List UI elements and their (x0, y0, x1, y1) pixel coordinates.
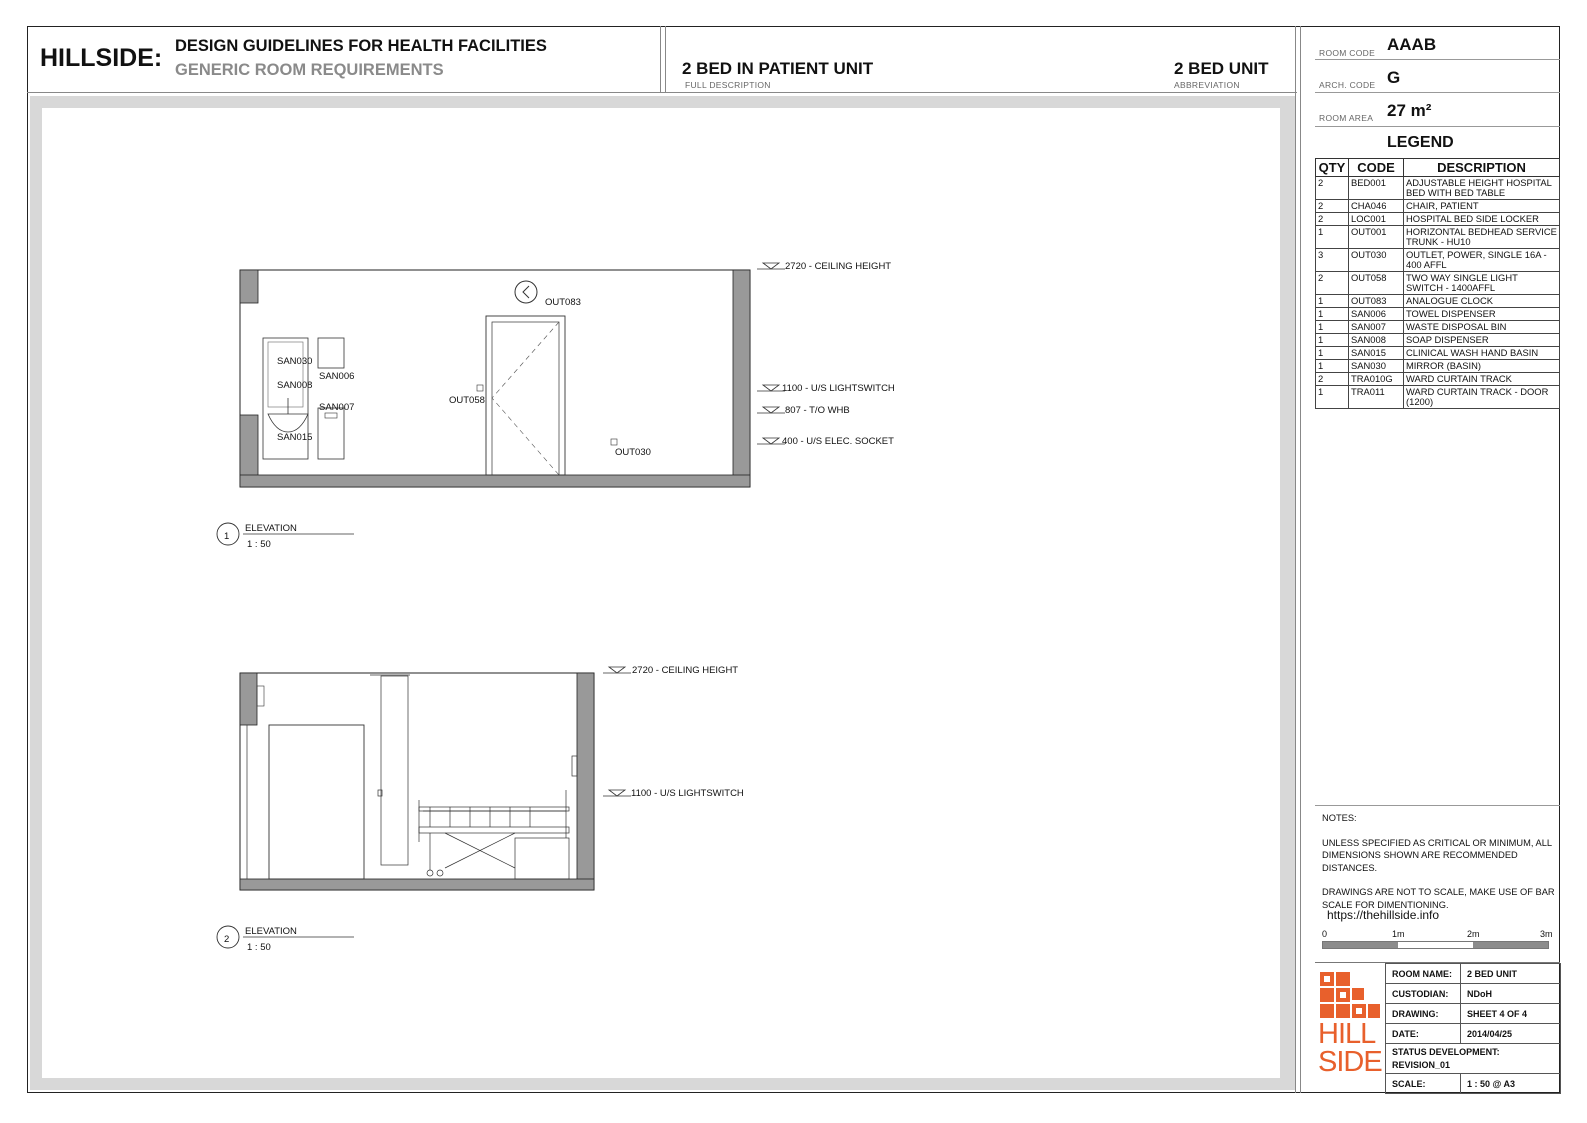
info-row-scale (1386, 1074, 1561, 1094)
scale-label: SCALE: (1386, 1074, 1461, 1094)
legend-cell-desc: CHAIR, PATIENT (1404, 200, 1560, 213)
legend-row (1316, 249, 1560, 272)
legend-cell-code: SAN008 (1349, 334, 1404, 347)
legend-row (1316, 213, 1560, 226)
arch-code: G (1387, 68, 1401, 87)
tag-san030: SAN030 (277, 356, 313, 367)
header-divider-2 (1295, 26, 1301, 1093)
brand-title: HILLSIDE: (40, 44, 163, 72)
logo-line2: SIDE (1318, 1046, 1382, 1078)
legend-cell-code: OUT058 (1349, 272, 1404, 295)
legend-cell-qty: 1 (1316, 386, 1349, 409)
elevation-2-label: ELEVATION (245, 926, 297, 937)
custodian-value: NDoH (1461, 984, 1561, 1004)
legend-cell-code: OUT030 (1349, 249, 1404, 272)
header-line2: GENERIC ROOM REQUIREMENTS (175, 61, 444, 79)
legend-title: LEGEND (1387, 134, 1454, 151)
legend-cell-code: OUT083 (1349, 295, 1404, 308)
room-area-label: ROOM AREA (1319, 113, 1374, 123)
legend-row (1316, 347, 1560, 360)
legend-cell-code: SAN006 (1349, 308, 1404, 321)
tag-out030: OUT030 (615, 447, 651, 458)
legend-cell-qty: 1 (1316, 347, 1349, 360)
abbreviation: 2 BED UNIT (1174, 59, 1269, 78)
legend-cell-code: CHA046 (1349, 200, 1404, 213)
elevation-1-drawing (240, 270, 750, 487)
e1-level-socket: 400 - U/S ELEC. SOCKET (782, 436, 894, 447)
tag-san007: SAN007 (319, 402, 355, 413)
info-row-date (1386, 1024, 1561, 1044)
legend-row (1316, 308, 1560, 321)
legend-cell-qty: 2 (1316, 272, 1349, 295)
legend-cell-qty: 1 (1316, 334, 1349, 347)
note-2: DRAWINGS ARE NOT TO SCALE, MAKE USE OF BAR SCALE FOR DIMENTIONING. (1322, 887, 1555, 910)
elevation-2-drawing (240, 673, 594, 890)
legend-row (1316, 295, 1560, 308)
legend-cell-code: TRA011 (1349, 386, 1404, 409)
legend-cell-qty: 2 (1316, 213, 1349, 226)
legend-row (1316, 360, 1560, 373)
status-cell (1386, 1044, 1561, 1074)
status-value: REVISION_01 (1392, 1060, 1451, 1070)
full-description-caption: FULL DESCRIPTION (685, 80, 771, 90)
legend-row (1316, 200, 1560, 213)
legend-cell-desc: OUTLET, POWER, SINGLE 16A - 400 AFFL (1404, 249, 1560, 272)
custodian-label: CUSTODIAN: (1386, 984, 1461, 1004)
legend-body (1316, 177, 1560, 409)
scale-value: 1 : 50 @ A3 (1461, 1074, 1561, 1094)
elevation-1-number: 1 (224, 531, 230, 542)
legend-row (1316, 373, 1560, 386)
arch-code-label: ARCH. CODE (1319, 80, 1376, 90)
scale-label-1: 1m (1392, 929, 1405, 939)
legend-table (1315, 158, 1560, 409)
legend-cell-qty: 1 (1316, 308, 1349, 321)
codes-line-1 (1315, 59, 1560, 60)
logo-line1: HILL (1318, 1018, 1376, 1050)
tag-san015: SAN015 (277, 432, 313, 443)
drawing-value: SHEET 4 OF 4 (1461, 1004, 1561, 1024)
legend-cell-desc: HORIZONTAL BEDHEAD SERVICE TRUNK - HU10 (1404, 226, 1560, 249)
room-name-label: ROOM NAME: (1386, 964, 1461, 984)
legend-cell-desc: WARD CURTAIN TRACK - DOOR (1200) (1404, 386, 1560, 409)
website-url[interactable]: https://thehillside.info (1327, 908, 1440, 922)
e1-level-ceiling: 2720 - CEILING HEIGHT (785, 261, 892, 272)
legend-row (1316, 272, 1560, 295)
drawing-label: DRAWING: (1386, 1004, 1461, 1024)
legend-cell-desc: CLINICAL WASH HAND BASIN (1404, 347, 1560, 360)
legend-cell-code: BED001 (1349, 177, 1404, 200)
codes-line-3 (1315, 126, 1560, 127)
info-row-drawing (1386, 1004, 1561, 1024)
info-row-status (1386, 1044, 1561, 1074)
legend-cell-desc: HOSPITAL BED SIDE LOCKER (1404, 213, 1560, 226)
legend-cell-code: SAN007 (1349, 321, 1404, 334)
bar-scale (1322, 941, 1549, 949)
legend-cell-desc: SOAP DISPENSER (1404, 334, 1560, 347)
legend-header-code: CODE (1349, 159, 1404, 177)
e1-level-lightswitch: 1100 - U/S LIGHTSWITCH (782, 383, 895, 394)
room-code-label: ROOM CODE (1319, 48, 1376, 58)
legend-row (1316, 386, 1560, 409)
elevation-2-title (217, 926, 354, 953)
legend-cell-desc: ANALOGUE CLOCK (1404, 295, 1560, 308)
logo (1318, 970, 1382, 1085)
elevation-1-levels (757, 261, 895, 447)
legend-header-row (1316, 159, 1560, 177)
legend-cell-qty: 2 (1316, 177, 1349, 200)
tag-san006: SAN006 (319, 371, 355, 382)
legend-cell-code: SAN030 (1349, 360, 1404, 373)
status-label: STATUS DEVELOPMENT: (1392, 1047, 1500, 1057)
elevation-1-label: ELEVATION (245, 523, 297, 534)
full-description: 2 BED IN PATIENT UNIT (682, 59, 874, 78)
legend-row (1316, 177, 1560, 200)
legend-cell-desc: WASTE DISPOSAL BIN (1404, 321, 1560, 334)
elevation-1-title (217, 523, 354, 550)
scale-label-3: 3m (1540, 929, 1553, 939)
info-row-room-name (1386, 964, 1561, 984)
legend-cell-code: OUT001 (1349, 226, 1404, 249)
legend-cell-code: TRA010G (1349, 373, 1404, 386)
elevation-2-number: 2 (224, 934, 230, 945)
room-area: 27 m² (1387, 101, 1432, 120)
legend-cell-desc: TWO WAY SINGLE LIGHT SWITCH - 1400AFFL (1404, 272, 1560, 295)
elevation-1-tags (277, 297, 651, 458)
legend-header-qty: QTY (1316, 159, 1349, 177)
legend-cell-desc: MIRROR (BASIN) (1404, 360, 1560, 373)
date-value: 2014/04/25 (1461, 1024, 1561, 1044)
tag-san008: SAN008 (277, 380, 313, 391)
note-1: UNLESS SPECIFIED AS CRITICAL OR MINIMUM, ALL DIMENSIONS SHOWN ARE RECOMMENDED DISTANCES. (1322, 837, 1552, 873)
tag-out083: OUT083 (545, 297, 581, 308)
e1-level-whb: 807 - T/O WHB (785, 405, 850, 416)
scale-label-2: 2m (1467, 929, 1480, 939)
e2-level-lightswitch: 1100 - U/S LIGHTSWITCH (631, 788, 744, 799)
header-line1: DESIGN GUIDELINES FOR HEALTH FACILITIES (175, 37, 547, 55)
info-table (1385, 963, 1561, 1094)
legend-row (1316, 334, 1560, 347)
room-name-value: 2 BED UNIT (1461, 964, 1561, 984)
notes-top-line (1315, 805, 1560, 806)
e2-level-ceiling: 2720 - CEILING HEIGHT (632, 665, 739, 676)
legend-cell-qty: 1 (1316, 295, 1349, 308)
legend-cell-desc: WARD CURTAIN TRACK (1404, 373, 1560, 386)
legend-header-description: DESCRIPTION (1404, 159, 1560, 177)
info-row-custodian (1386, 984, 1561, 1004)
legend-row (1316, 321, 1560, 334)
legend-cell-desc: ADJUSTABLE HEIGHT HOSPITAL BED WITH BED TABLE (1404, 177, 1560, 200)
legend-cell-qty: 2 (1316, 200, 1349, 213)
date-label: DATE: (1386, 1024, 1461, 1044)
legend-cell-qty: 1 (1316, 360, 1349, 373)
elevation-2-levels (603, 665, 744, 799)
notes-title: NOTES: (1322, 813, 1357, 823)
codes-line-2 (1315, 92, 1560, 93)
legend-row (1316, 226, 1560, 249)
tag-out058: OUT058 (449, 395, 485, 406)
elevation-2-scale: 1 : 50 (247, 942, 271, 953)
room-code: AAAB (1387, 35, 1437, 54)
legend-cell-code: LOC001 (1349, 213, 1404, 226)
notes-block (1322, 812, 1558, 911)
legend-cell-qty: 1 (1316, 226, 1349, 249)
legend-cell-qty: 2 (1316, 373, 1349, 386)
abbreviation-caption: ABBREVIATION (1174, 80, 1240, 90)
legend-cell-desc: TOWEL DISPENSER (1404, 308, 1560, 321)
legend-cell-qty: 3 (1316, 249, 1349, 272)
legend-cell-qty: 1 (1316, 321, 1349, 334)
elevation-1-scale: 1 : 50 (247, 539, 271, 550)
scale-label-0: 0 (1322, 929, 1328, 939)
legend-cell-code: SAN015 (1349, 347, 1404, 360)
